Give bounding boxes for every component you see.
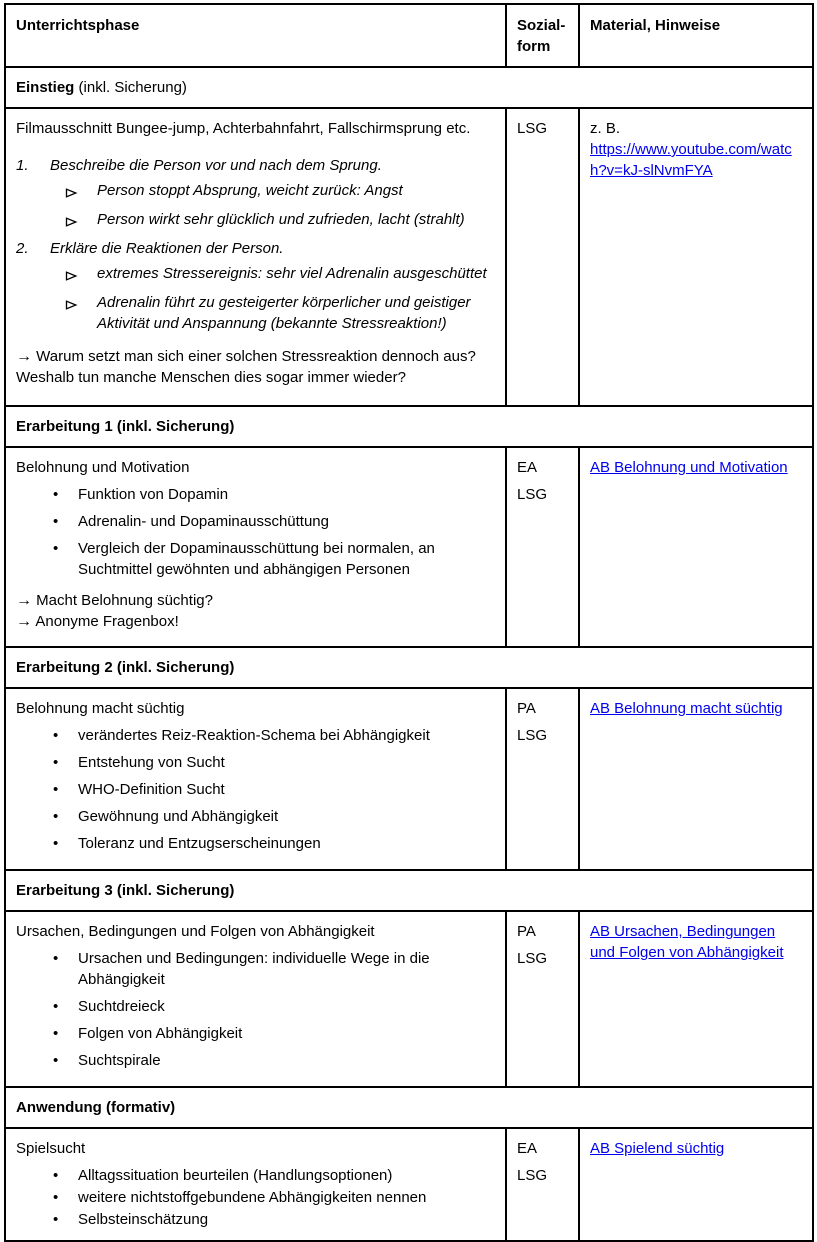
sozialform-cell: [506, 1128, 579, 1241]
section-row-anwendung: [5, 1087, 813, 1128]
topic-title: Belohnung und Motivation: [16, 459, 190, 476]
sozialform-value: LSG: [517, 1167, 548, 1184]
column-header-sozialform-line2: form: [517, 38, 551, 55]
section-heading-einstieg: [5, 67, 813, 108]
sub-bullet-text: extremes Stressereignis: sehr viel Adrenalin ausgeschüttet: [97, 265, 487, 282]
right-arrow-icon: →: [16, 348, 32, 365]
worksheet-link[interactable]: AB Ursachen, Bedingungen und Folgen von Abhängigkeit: [590, 923, 784, 961]
sozialform-cell: [506, 108, 579, 406]
sozialform-value: LSG: [517, 486, 548, 503]
topic-title: Ursachen, Bedingungen und Folgen von Abhängigkeit: [16, 923, 375, 940]
bullet-text: Vergleich der Dopaminausschüttung bei normalen, an Suchtmittel gewöhnten und abhängigen Personen: [78, 540, 435, 578]
right-arrow-icon: →: [16, 592, 32, 609]
sozialform-value: EA: [517, 1140, 538, 1157]
sub-bullet-text: Adrenalin führt zu gesteigerter körperlicher und geistiger Aktivität und Anspannung (bekannte Stressreaktion!): [97, 294, 471, 332]
column-header-unterrichtsphase: Unterrichtsphase: [16, 17, 140, 34]
arrow-question: [16, 590, 495, 611]
sozialform-cell: [506, 688, 579, 870]
sub-bullet-text: Person wirkt sehr glücklich und zufrieden, lacht (strahlt): [97, 211, 465, 228]
material-cell: [579, 1128, 813, 1241]
sozialform-value: PA: [517, 923, 536, 940]
bullet-icon: •: [53, 1025, 59, 1042]
bullet-item: [53, 725, 495, 746]
phase-cell-erarbeitung-1: [5, 447, 506, 647]
phase-cell-erarbeitung-2: [5, 688, 506, 870]
bullet-text: Suchtdreieck: [78, 998, 165, 1015]
arrowhead-bullet-icon: [65, 180, 97, 205]
topic-title: Belohnung macht süchtig: [16, 700, 185, 717]
sozialform-cell: [506, 447, 579, 647]
sozialform-cell: [506, 911, 579, 1087]
section-row-erarbeitung-2: [5, 647, 813, 688]
bullet-item: [53, 1187, 495, 1208]
bullet-icon: •: [53, 808, 59, 825]
bullet-icon: •: [53, 754, 59, 771]
bullet-item: [53, 1209, 495, 1230]
sub-bullet-item: [65, 292, 495, 334]
section-heading-erarbeitung-3: [5, 870, 813, 911]
sozialform-value: LSG: [517, 950, 548, 967]
material-prefix: z. B.: [590, 120, 621, 137]
numbered-item-2: [16, 238, 495, 259]
bullet-text: verändertes Reiz-Reaktion-Schema bei Abhängigkeit: [78, 727, 430, 744]
sozialform-value: PA: [517, 700, 536, 717]
material-cell: [579, 447, 813, 647]
bullet-icon: •: [53, 727, 59, 744]
bullet-item: [53, 779, 495, 800]
bullet-text: Alltagssituation beurteilen (Handlungsoptionen): [78, 1167, 393, 1184]
phase-cell-anwendung: [5, 1128, 506, 1241]
header-cell-sozialform: [506, 4, 579, 67]
sozialform-value: EA: [517, 459, 538, 476]
section-title-bold: Erarbeitung 1 (inkl. Sicherung): [16, 418, 235, 435]
section-row-erarbeitung-3: [5, 870, 813, 911]
bullet-text: Suchtspirale: [78, 1052, 161, 1069]
numbered-item-1: [16, 155, 495, 176]
bullet-text: weitere nichtstoffgebundene Abhängigkeiten nennen: [78, 1189, 427, 1206]
bullet-icon: •: [53, 1189, 59, 1206]
item-number: 2.: [16, 240, 29, 257]
content-row-anwendung: [5, 1128, 813, 1241]
bullet-item: [53, 484, 495, 505]
bullet-item: [53, 1165, 495, 1186]
bullet-item: [53, 833, 495, 854]
bullet-text: Folgen von Abhängigkeit: [78, 1025, 243, 1042]
bullet-text: Toleranz und Entzugserscheinungen: [78, 835, 321, 852]
bullet-item: [53, 996, 495, 1017]
bullet-icon: •: [53, 781, 59, 798]
header-cell-phase: [5, 4, 506, 67]
bullet-icon: •: [53, 1052, 59, 1069]
arrow-question: [16, 611, 495, 632]
bullet-item: [53, 806, 495, 827]
bullet-text: Adrenalin- und Dopaminausschüttung: [78, 513, 329, 530]
arrow-question: [16, 346, 495, 388]
bullet-text: Ursachen und Bedingungen: individuelle Wege in die Abhängigkeit: [78, 950, 430, 988]
item-text: Erkläre die Reaktionen der Person.: [50, 240, 284, 257]
bullet-item: [53, 752, 495, 773]
right-arrow-icon: →: [16, 613, 32, 630]
arrowhead-bullet-icon: [65, 209, 97, 234]
arrowhead-bullet-icon: [65, 292, 97, 334]
worksheet-link[interactable]: AB Spielend süchtig: [590, 1140, 725, 1157]
content-row-einstieg: [5, 108, 813, 406]
intro-text: Filmausschnitt Bungee-jump, Achterbahnfahrt, Fallschirmsprung etc.: [16, 120, 471, 137]
bullet-icon: •: [53, 835, 59, 852]
content-row-erarbeitung-1: [5, 447, 813, 647]
bullet-icon: •: [53, 513, 59, 530]
bullet-item: [53, 1050, 495, 1071]
sozialform-value: LSG: [517, 120, 548, 137]
bullet-icon: •: [53, 486, 59, 503]
arrowhead-bullet-icon: [65, 263, 97, 288]
bullet-text: WHO-Definition Sucht: [78, 781, 225, 798]
bullet-text: Entstehung von Sucht: [78, 754, 225, 771]
topic-title: Spielsucht: [16, 1140, 86, 1157]
section-heading-erarbeitung-1: [5, 406, 813, 447]
bullet-icon: •: [53, 1167, 59, 1184]
item-number: 1.: [16, 157, 29, 174]
material-cell: [579, 688, 813, 870]
item-text: Beschreibe die Person vor und nach dem Sprung.: [50, 157, 382, 174]
sub-bullet-item: [65, 180, 495, 205]
bullet-icon: •: [53, 950, 59, 967]
column-header-material: Material, Hinweise: [590, 17, 721, 34]
worksheet-link[interactable]: AB Belohnung macht süchtig: [590, 700, 783, 717]
phase-cell-einstieg: [5, 108, 506, 406]
bullet-text: Funktion von Dopamin: [78, 486, 229, 503]
bullet-text: Selbsteinschätzung: [78, 1211, 209, 1228]
arrow-question-text: Warum setzt man sich einer solchen Stressreaktion dennoch aus? Weshalb tun manche Menschen dies sogar immer wieder?: [16, 348, 476, 386]
column-header-sozialform-line1: Sozial-: [517, 17, 566, 34]
bullet-item: [53, 511, 495, 532]
sub-bullet-text: Person stoppt Absprung, weicht zurück: Angst: [97, 182, 403, 199]
sub-bullet-item: [65, 263, 495, 288]
section-title-bold: Erarbeitung 3 (inkl. Sicherung): [16, 882, 235, 899]
table-header-row: [5, 4, 813, 67]
material-cell: [579, 911, 813, 1087]
lesson-plan-table: [4, 3, 814, 1242]
section-title-bold: Einstieg: [16, 79, 75, 96]
section-heading-erarbeitung-2: [5, 647, 813, 688]
content-row-erarbeitung-2: [5, 688, 813, 870]
bullet-icon: •: [53, 998, 59, 1015]
phase-cell-erarbeitung-3: [5, 911, 506, 1087]
bullet-item: [53, 538, 495, 580]
section-title-bold: Erarbeitung 2 (inkl. Sicherung): [16, 659, 235, 676]
bullet-item: [53, 948, 495, 990]
youtube-link[interactable]: https://www.youtube.com/watch?v=kJ-slNvmFYA: [590, 141, 792, 179]
header-cell-material: [579, 4, 813, 67]
bullet-icon: •: [53, 1211, 59, 1228]
sub-bullet-item: [65, 209, 495, 234]
bullet-text: Gewöhnung und Abhängigkeit: [78, 808, 279, 825]
material-cell: [579, 108, 813, 406]
worksheet-link[interactable]: AB Belohnung und Motivation: [590, 459, 788, 476]
arrow-question-text: Anonyme Fragenbox!: [35, 613, 179, 630]
content-row-erarbeitung-3: [5, 911, 813, 1087]
section-row-erarbeitung-1: [5, 406, 813, 447]
section-title-rest: (inkl. Sicherung): [74, 79, 187, 96]
sozialform-value: LSG: [517, 727, 548, 744]
bullet-item: [53, 1023, 495, 1044]
section-row-einstieg: [5, 67, 813, 108]
arrow-question-text: Macht Belohnung süchtig?: [36, 592, 213, 609]
section-title-bold: Anwendung (formativ): [16, 1099, 176, 1116]
bullet-icon: •: [53, 540, 59, 557]
section-heading-anwendung: [5, 1087, 813, 1128]
